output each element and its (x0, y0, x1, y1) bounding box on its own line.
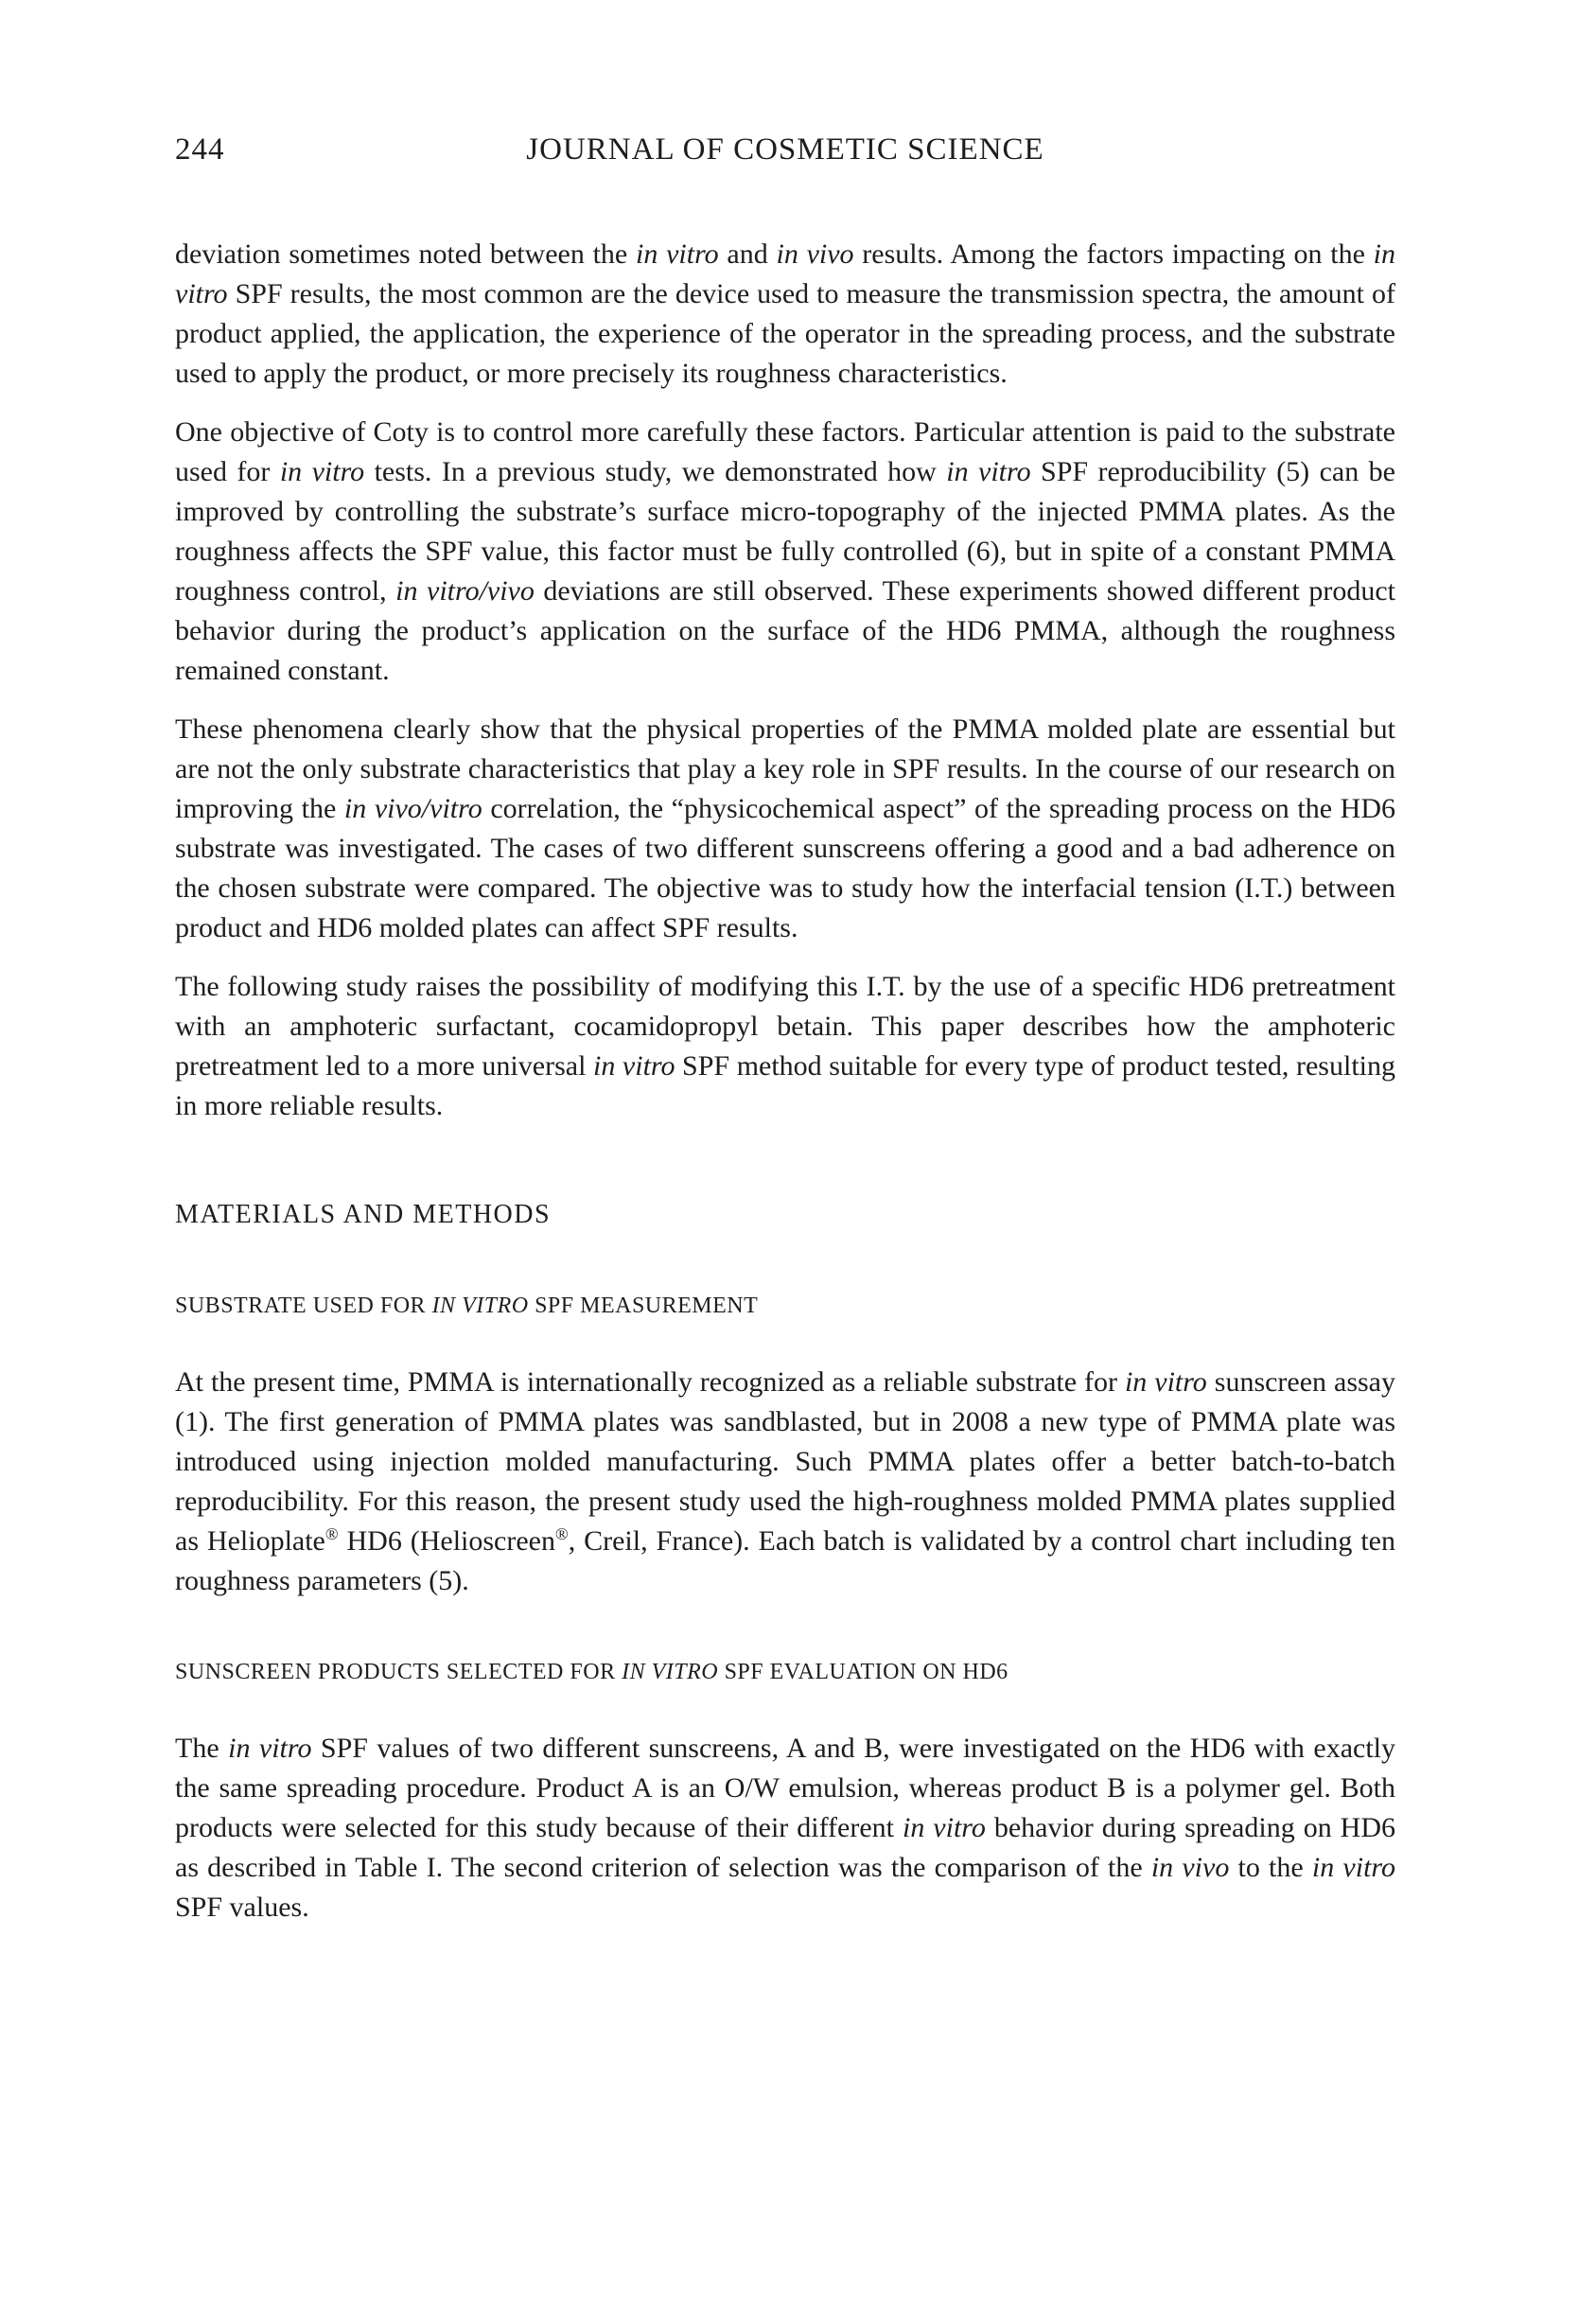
paragraph-intro-2: One objective of Coty is to control more carefully these factors. Particular attention is paid to the substrate used for in vitro tests. In a previous study, we demonstrated how in vitro SPF reproducibility (5) can be improved by controlling the substrate’s surface micro-topography of the injected PMMA plates. As the roughness affects the SPF value, this factor must be fully controlled (6), but in spite of a constant PMMA roughness control, in vitro/vivo deviations are still observed. These experiments showed different product behavior during the product’s application on the surface of the HD6 PMMA, although the roughness remained constant. (175, 416, 1396, 686)
subsection-heading-substrate: SUBSTRATE USED FOR IN VITRO SPF MEASUREMENT (175, 1294, 759, 1318)
paragraph-intro-4: The following study raises the possibility of modifying this I.T. by the use of a specific HD6 pretreatment with an amphoteric surfactant, cocamidopropyl betain. This paper describes how the amphoteric pretreatment led to a more universal in vitro SPF method suitable for every type of product tested, resulting in more reliable results. (175, 971, 1395, 1121)
section-heading-materials-and-methods: MATERIALS AND METHODS (175, 1200, 552, 1229)
paragraph-intro-3: These phenomena clearly show that the physical properties of the PMMA molded plate are essential but are not the only substrate characteristics that play a key role in SPF results. In the course of our research on improving the in vivo/vitro correlation, the “physicochemical aspect” of the spreading process on the HD6 substrate was investigated. The cases of two different sunscreens offering a good and a bad adherence on the chosen substrate were compared. The objective was to study how the interfacial tension (I.T.) between product and HD6 molded plates can affect SPF results. (175, 713, 1396, 943)
paragraph-sunscreen-products: The in vitro SPF values of two different sunscreens, A and B, were investigated on the HD6 with exactly the same spreading procedure. Product A is an O/W emulsion, whereas product B is a polymer gel. Both products were selected for this study because of their different in vitro behavior during spreading on HD6 as described in Table I. The second criterion of selection was the comparison of the in vivo to the in vitro SPF values. (175, 1733, 1396, 1923)
page-body (175, 235, 1395, 1928)
page-header (175, 131, 1395, 172)
paragraph-substrate: At the present time, PMMA is internationally recognized as a reliable substrate for in vitro sunscreen assay (1). The first generation of PMMA plates was sandblasted, but in 2008 a new type of PMMA plate was introduced using injection molded manufacturing. Such PMMA plates offer a better batch-to-batch reproducibility. For this reason, the present study used the high-roughness molded PMMA plates supplied as Helioplate® HD6 (Helioscreen®, Creil, France). Each batch is validated by a control chart including ten roughness parameters (5). (175, 1366, 1395, 1596)
paragraph-intro-1: deviation sometimes noted between the in vitro and in vivo results. Among the factors impacting on the in vitro SPF results, the most common are the device used to measure the transmission spectra, the amount of product applied, the application, the experience of the operator in the spreading process, and the substrate used to apply the product, or more precisely its roughness characteristics. (175, 238, 1396, 389)
journal-title: JOURNAL OF COSMETIC SCIENCE (526, 132, 1044, 167)
subsection-heading-sunscreen-products: SUNSCREEN PRODUCTS SELECTED FOR IN VITRO SPF EVALUATION ON HD6 (175, 1660, 1008, 1684)
page-number: 244 (175, 132, 225, 167)
